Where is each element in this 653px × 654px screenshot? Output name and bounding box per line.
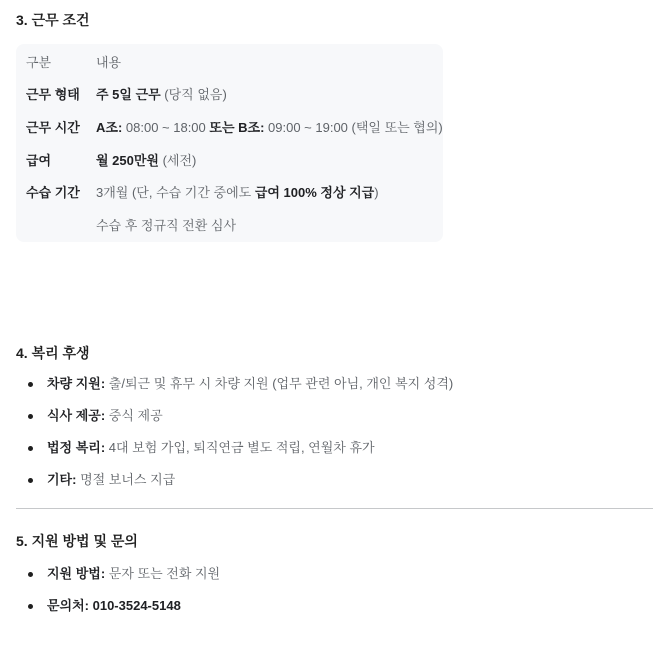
table-header-col-category: 구분	[26, 54, 52, 70]
table-row-label: 수습 기간	[26, 185, 80, 201]
section-5-heading: 5. 지원 방법 및 문의	[16, 532, 138, 549]
table-row-salary	[16, 143, 443, 176]
table-row-label: 근무 형태	[26, 87, 80, 103]
table-row-value	[96, 215, 443, 234]
text-segment: 중식 제공	[105, 407, 163, 423]
text-segment: 수습 후 정규직 전환 심사	[96, 217, 237, 233]
section-3-heading: 3. 근무 조건	[16, 12, 90, 28]
table-row-value	[96, 150, 443, 169]
list-item-text	[47, 598, 181, 613]
text-segment: 3개월 (단, 수습 기간 중에도	[96, 185, 255, 201]
list-item-apply-method	[16, 564, 637, 584]
text-segment: 출/퇴근 및 휴무 시 차량 지원 (업무 관련 아님, 개인 복지 성격)	[105, 375, 454, 391]
text-segment: 또는	[209, 119, 235, 135]
table-row-work-type	[16, 78, 443, 111]
table-row-value	[96, 117, 451, 136]
text-segment: 법정 복리:	[47, 440, 106, 456]
table-row-value	[96, 84, 443, 103]
text-segment: (당직 없음)	[160, 87, 227, 103]
table-row-label: 급여	[26, 152, 52, 168]
list-item-statutory-benefits	[16, 438, 637, 458]
table-row-probation	[16, 175, 443, 208]
text-segment: 기타:	[47, 472, 77, 488]
work-conditions-table	[16, 44, 443, 242]
list-item-text	[47, 472, 175, 487]
section-4-heading: 4. 복리 후생	[16, 344, 90, 361]
text-segment: (세전)	[158, 152, 197, 168]
text-segment: 식사 제공:	[47, 407, 106, 423]
text-segment: 문자 또는 전화 지원	[105, 565, 221, 581]
list-item-text	[47, 408, 163, 423]
list-item-text	[47, 440, 375, 455]
list-item-vehicle-support	[16, 374, 637, 394]
text-segment: 급여 100% 정상 지급	[254, 185, 375, 201]
list-item-other	[16, 470, 637, 490]
table-header-row	[16, 45, 443, 78]
text-segment: 월 250만원	[96, 152, 159, 168]
text-segment: 4대 보험 가입, 퇴직연금 별도 적립, 연월차 휴가	[105, 440, 375, 456]
document	[0, 10, 653, 616]
list-item-text	[47, 566, 220, 581]
list-item-meals	[16, 406, 637, 426]
text-segment: 주 5일 근무	[96, 87, 161, 103]
text-segment: 09:00 ~ 19:00 (택일 또는 협의)	[264, 119, 443, 135]
text-segment: A조:	[96, 119, 123, 135]
benefits-list	[16, 374, 637, 491]
table-row-value	[96, 182, 443, 201]
apply-contact-list	[16, 564, 637, 616]
section-divider	[16, 508, 653, 509]
text-segment: B조:	[238, 119, 265, 135]
text-segment: 08:00 ~ 18:00	[122, 119, 210, 135]
text-segment: )	[374, 185, 379, 201]
table-row-work-hours	[16, 110, 443, 143]
text-segment: 지원 방법:	[47, 565, 106, 581]
table-header-col-content: 내용	[96, 54, 122, 70]
text-segment: 차량 지원:	[47, 375, 106, 391]
table-row-probation-note	[16, 208, 443, 241]
text-segment: 문의처: 010-3524-5148	[47, 598, 181, 614]
list-item-contact-phone	[16, 596, 637, 616]
table-row-label: 근무 시간	[26, 119, 80, 135]
text-segment: 명절 보너스 지급	[76, 472, 176, 488]
list-item-text	[47, 376, 453, 391]
